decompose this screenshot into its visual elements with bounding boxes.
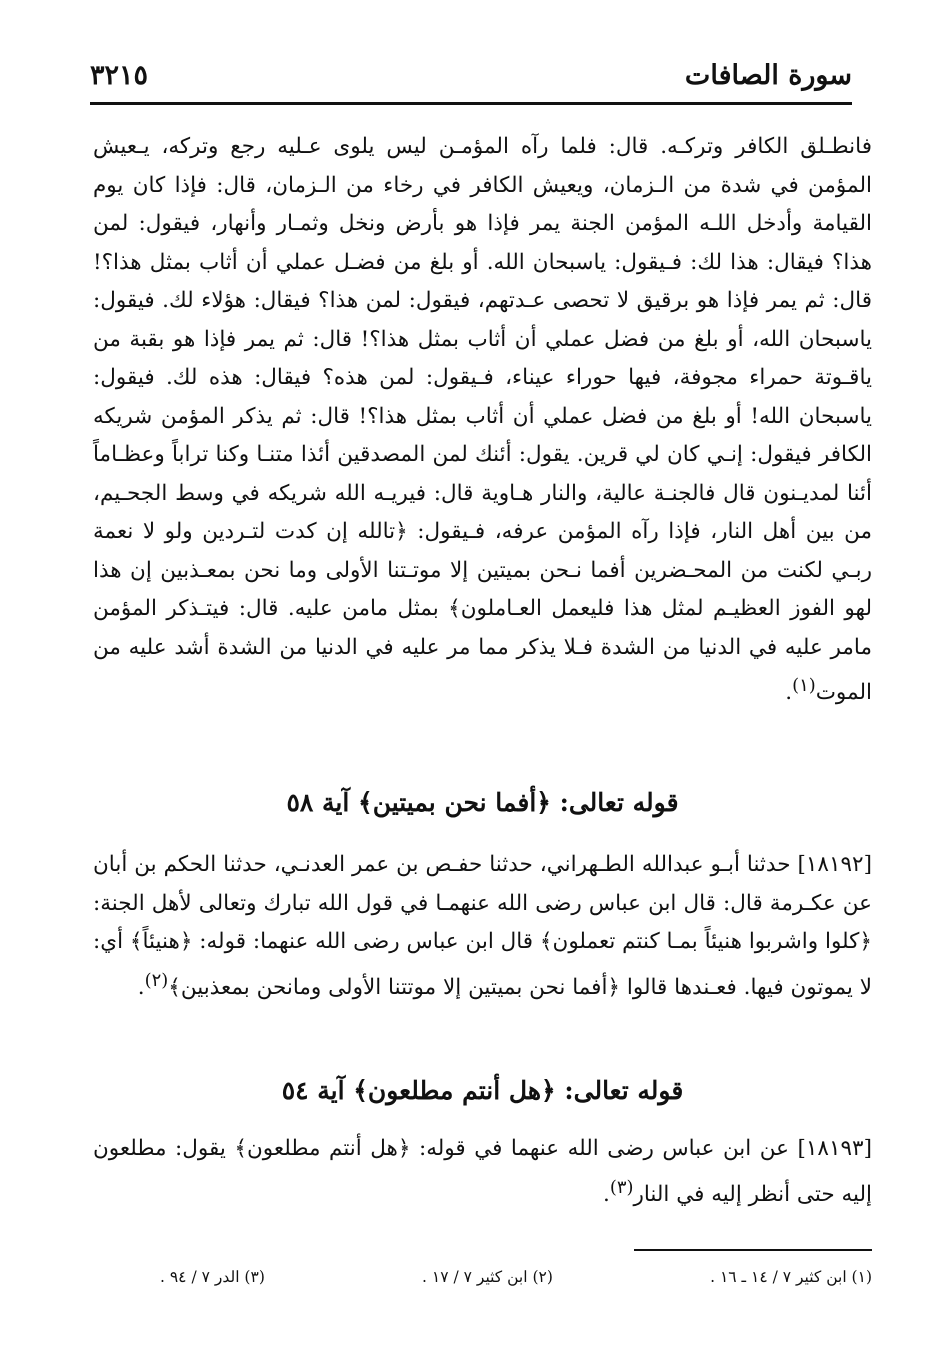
- paragraph-text: [١٨١٩٣] عن ابن عباس رضى الله عنهما في قوله: ﴿هل أنتم مطلعون﴾ يقول: مطلعون إليه حتى أنظر إليه في النار: [93, 1136, 872, 1207]
- paragraph-text: [١٨١٩٢] حدثنا أبـو عبدالله الطـهراني، حدثنا حفـص بن عمر العدنـي، حدثنا الحكم بن أبان عن عكـرمة قال: قال ابن عباس رضى الله عنهمـا في قول الله تبارك وتعالى لأهل الجنة: ﴿كلوا واشربوا هنيئاً بمـا كنتم تعملون﴾ قال ابن عباس رضى الله عنهما: قوله: ﴿هنيئاً﴾ أي: لا يموتون فيها. فعـندها قالوا ﴿أفما نحن بميتين إلا موتتنا الأولى ومانحن بمعذبين﴾: [93, 852, 872, 1000]
- narration-paragraph: [93, 846, 872, 1007]
- page-number: ٣٢١٥: [90, 60, 149, 91]
- verse-heading: قوله تعالى: ﴿أفما نحن بميتين﴾ آية ٥٨: [286, 788, 679, 817]
- narration-paragraph: [93, 1130, 872, 1214]
- verse-heading: قوله تعالى: ﴿هل أنتم مطلعون﴾ آية ٥٤: [281, 1076, 684, 1105]
- footnote-item: (٣) الدر ٧ / ٩٤ .: [160, 1268, 265, 1286]
- paragraph-text: فانطـلق الكافر وتركـه. قال: فلما رآه المؤمـن ليس يلوى عـليه رجع وتركه، يـعيش المؤمن في شدة من الـزمان، ويعيش الكافر في رخاء من الـزمان، قال: فإذا كان يوم القيامة وأدخل اللـه المؤمن الجنة يمر فإذا هو بأرض ونخل وثمـار وأنهار، فيقول: لمن هذا؟ فيقال: هذا لك: فـيقول: ياسبحان الله. أو بلغ من فضـل عملي أن أثاب بمثل هذا؟! قال: ثم يمر فإذا هو برقيق لا تحصى عـدتهم، فيقول: لمن هذا؟ فيقال: هؤلاء لك. فيقول: ياسبحان الله، أو بلغ من فضل عملي أن أثاب بمثل هذا؟! قال: ثم يمر فإذا هو بقبة من ياقـوتة حمراء مجوفة، فيها حوراء عيناء، فـيقول: لمن هذه؟ فيقال: هذه لك. فيقول: ياسبحان الله! أو بلغ من فضل عملي أن أثاب بمثل هذا؟! قال: ثم يذكر المؤمن شريكه الكافر فيقول: إنـي كان لي قرين. يقول: أئنك لمن المصدقين أئذا متنـا وكنا تراباً وعظـاماً أئنا لمديـنون قال فالجنـة عالية، والنار هـاوية قال: فيريـه الله شريكه في وسط الجحـيم، من بين أهل النار، فإذا رآه المؤمن عرفه، فـيقول: ﴿تالله إن كدت لتـردين ولو لا نعمة ربـي لكنت من المحـضرين أفما نـحن بميتين إلا موتـتنا الأولى وما نحن بمعـذبين إن هذا لهو الفوز العظيـم لمثل هذا فليعمل العـاملون﴾ بمثل مامن عليه. قال: فيتـذكر المؤمن مامر عليه في الدنيا من الشدة فـلا يذكر مما مر عليه في الدنيا من الشدة أشد عليه من الموت: [93, 134, 872, 706]
- footnote-reference: (٢): [144, 969, 169, 991]
- footnote-reference: (١): [792, 675, 816, 696]
- footnote-divider: [634, 1249, 872, 1251]
- footnote-item: (١) ابن كثير ٧ / ١٤ ـ ١٦ .: [710, 1268, 872, 1286]
- sentence-end: .: [785, 680, 793, 706]
- sentence-end: .: [602, 1181, 610, 1207]
- footnote-item: (٢) ابن كثير ٧ / ١٧ .: [422, 1268, 553, 1286]
- footnotes: [160, 1268, 872, 1286]
- sentence-end: .: [137, 974, 145, 1000]
- surah-title: سورة الصافات: [684, 60, 852, 91]
- body-paragraph: [93, 128, 872, 713]
- page-header: [90, 58, 852, 98]
- footnote-reference: (٣): [609, 1176, 634, 1198]
- header-divider: [90, 102, 852, 105]
